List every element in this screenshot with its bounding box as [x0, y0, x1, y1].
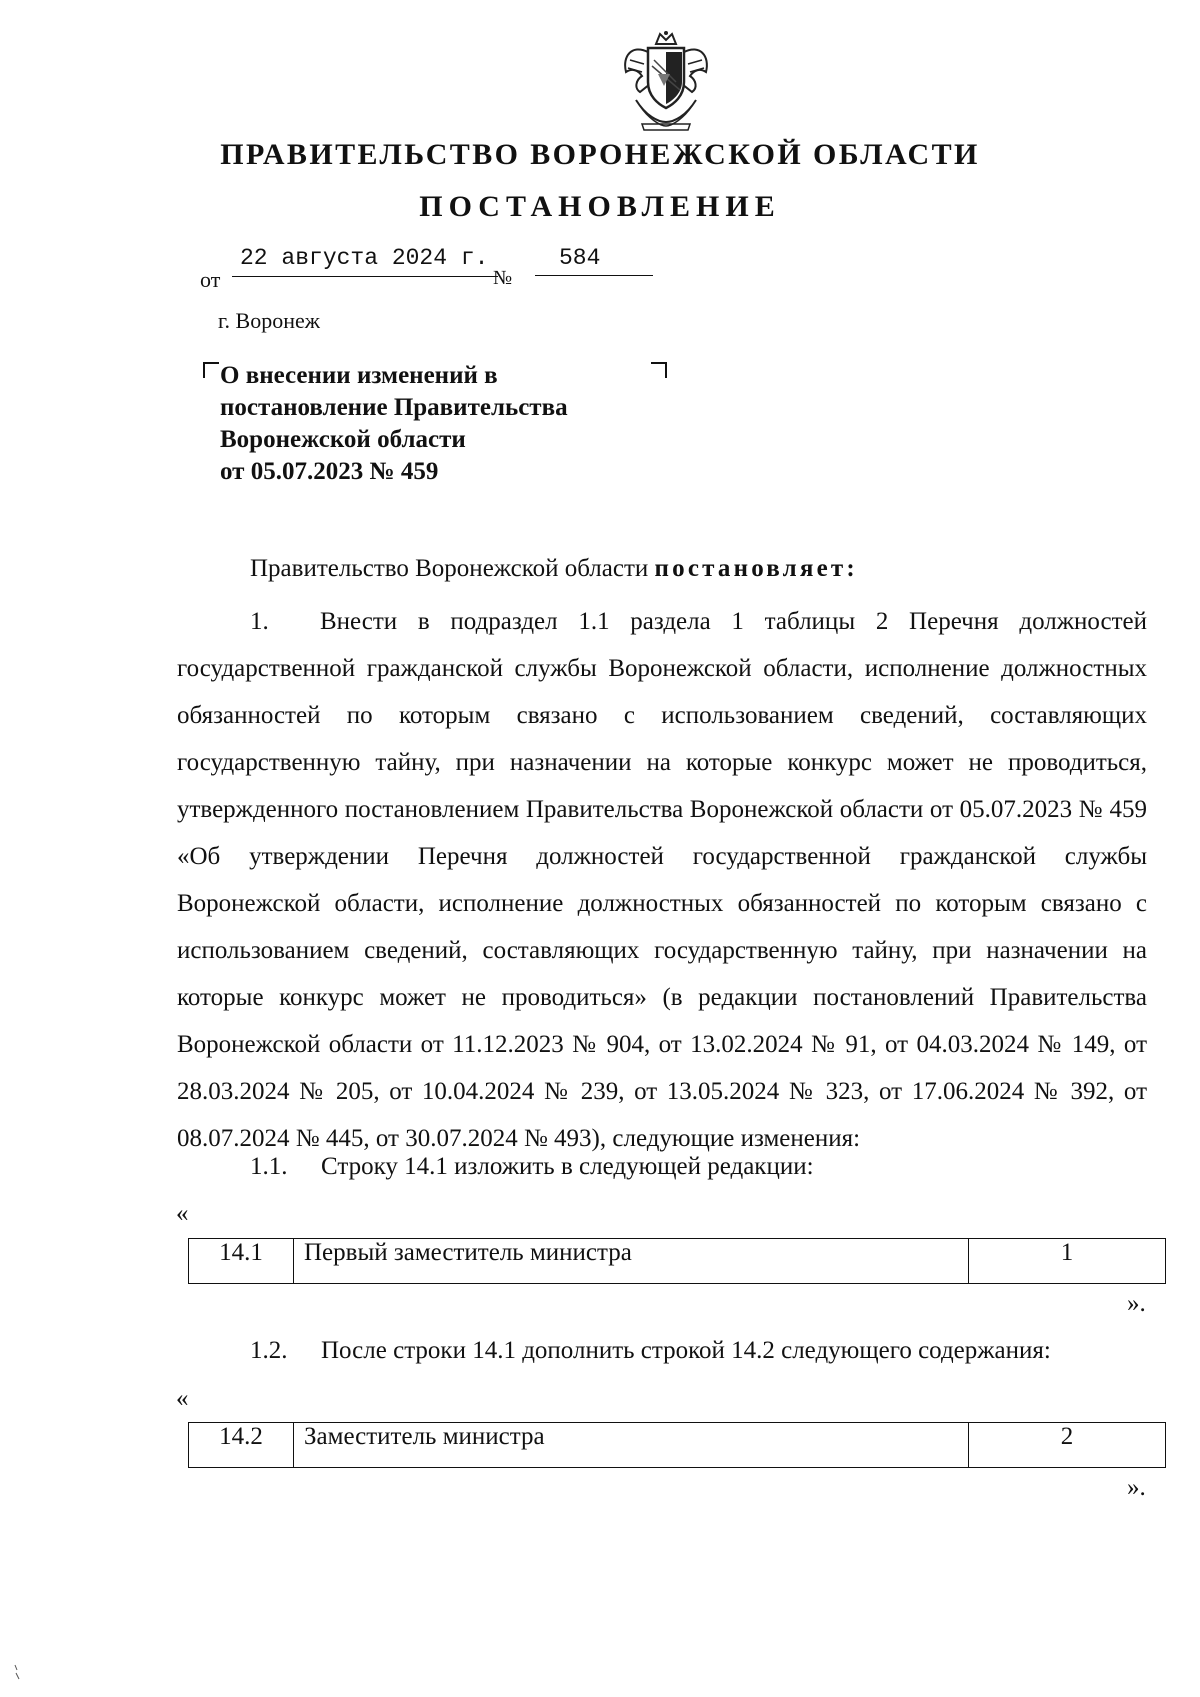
table-row-14-1 — [188, 1238, 1166, 1284]
resolution-intro — [250, 555, 858, 583]
coat-of-arms-emblem — [618, 30, 714, 132]
subject-bracket-right — [651, 362, 667, 378]
scan-speck — [14, 1664, 20, 1680]
number-sign: № — [493, 267, 513, 289]
item-1-paragraph — [177, 598, 1147, 1162]
document-number: 584 — [535, 245, 653, 276]
date-prefix: от — [200, 267, 221, 292]
row-count: 2 — [969, 1423, 1166, 1468]
item-1-number: 1. — [250, 608, 269, 635]
subitem-1-1-number: 1.1. — [250, 1153, 288, 1180]
intro-text: Правительство Воронежской области — [250, 555, 655, 582]
table-row — [189, 1239, 1166, 1284]
quote-close-2: ». — [1127, 1474, 1146, 1501]
organization-name: ПРАВИТЕЛЬСТВО ВОРОНЕЖСКОЙ ОБЛАСТИ — [220, 138, 980, 171]
quote-close-1: ». — [1127, 1290, 1146, 1317]
city: г. Воронеж — [218, 308, 320, 333]
intro-decree-word: постановляет: — [654, 555, 858, 582]
document-type: ПОСТАНОВЛЕНИЕ — [419, 190, 781, 223]
subject-line: от 05.07.2023 № 459 — [220, 458, 439, 485]
row-count: 1 — [969, 1239, 1166, 1284]
document-subject — [220, 360, 568, 488]
quote-open-1: « — [176, 1200, 189, 1227]
subitem-1-2 — [250, 1337, 1051, 1365]
row-code: 14.1 — [189, 1239, 294, 1284]
row-position: Заместитель министра — [294, 1423, 969, 1468]
item-1-text: Внести в подраздел 1.1 раздела 1 таблицы 2 Перечня должностей государственной гражданской службы Воронежской области, исполнение должностных обязанностей по которым связано с использованием сведений, составляющих государственную тайну, при назначении на которые конкурс может не проводиться, утвержденного постановлением Правительства Воронежской области от 05.07.2023 № 459 «Об утверждении Перечня должностей государственной гражданской службы Воронежской области, исполнение должностных обязанностей по которым связано с использованием сведений, составляющих государственную тайну, при назначении на которые конкурс может не проводиться» (в редакции постановлений Правительства Воронежской области от 11.12.2023 № 904, от 13.02.2024 № 91, от 04.03.2024 № 149, от 28.03.2024 № 205, от 10.04.2024 № 239, от 13.05.2024 № 323, от 17.06.2024 № 392, от 08.07.2024 № 445, от 30.07.2024 № 493), следующие изменения: — [177, 608, 1147, 1152]
subject-line: Воронежской области — [220, 426, 466, 453]
subject-bracket-left — [203, 362, 219, 378]
quote-open-2: « — [176, 1385, 189, 1412]
table-row — [189, 1423, 1166, 1468]
subitem-1-2-text: После строки 14.1 дополнить строкой 14.2 следующего содержания: — [321, 1337, 1051, 1364]
subitem-1-1 — [250, 1153, 814, 1181]
subitem-1-2-number: 1.2. — [250, 1337, 288, 1364]
subitem-1-1-text: Строку 14.1 изложить в следующей редакции: — [321, 1153, 814, 1180]
row-position: Первый заместитель министра — [294, 1239, 969, 1284]
subject-line: О внесении изменений в — [220, 362, 498, 389]
row-code: 14.2 — [189, 1423, 294, 1468]
subject-line: постановление Правительства — [220, 394, 568, 421]
document-date: 22 августа 2024 г. — [232, 245, 498, 277]
table-row-14-2 — [188, 1422, 1166, 1468]
